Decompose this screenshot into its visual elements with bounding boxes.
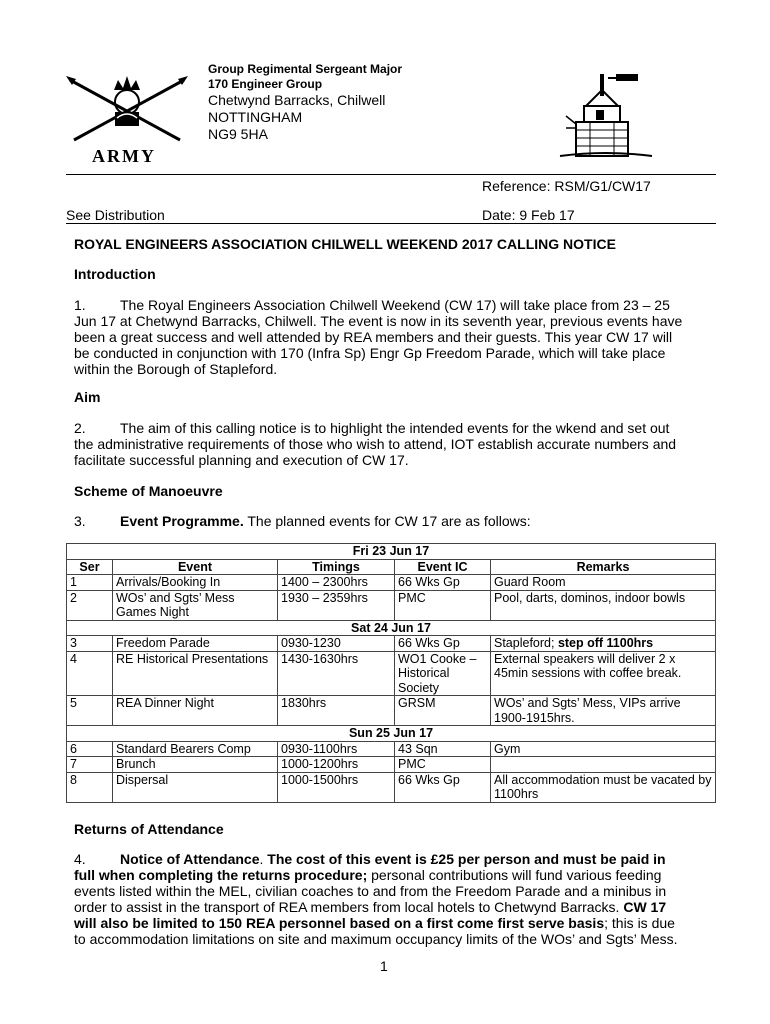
cell-timings: 1000-1500hrs <box>278 772 395 802</box>
letterhead <box>208 62 402 143</box>
section-heading-scheme: Scheme of Manoeuvre <box>74 483 223 499</box>
letterhead-subtitle: 170 Engineer Group <box>208 77 323 91</box>
cell-ser: 4 <box>67 651 113 696</box>
paragraph-4-text-1: personal contributions will fund various feeding events listed within the MEL, civilian coaches to and from the Freedom Parade and a minibus in order to assist in the transport of REA members from local hotels to Chetwynd Barracks. <box>74 867 667 915</box>
cell-event: Dispersal <box>113 772 278 802</box>
section-heading-introduction: Introduction <box>74 266 156 282</box>
cell-event: Standard Bearers Comp <box>113 741 278 757</box>
day-label: Sun 25 Jun 17 <box>67 726 716 742</box>
table-row <box>67 696 716 726</box>
day-row <box>67 620 716 636</box>
cell-event: Brunch <box>113 757 278 773</box>
cell-ser: 8 <box>67 772 113 802</box>
column-header-event: Event <box>113 559 278 575</box>
document-title: ROYAL ENGINEERS ASSOCIATION CHILWELL WEEKEND 2017 CALLING NOTICE <box>74 236 616 252</box>
cell-ser: 6 <box>67 741 113 757</box>
cell-event-ic: PMC <box>395 590 491 620</box>
paragraph-3-text: The planned events for CW 17 are as follows: <box>243 513 531 529</box>
cell-remarks <box>491 757 716 773</box>
day-label: Fri 23 Jun 17 <box>67 544 716 560</box>
cell-timings: 1930 – 2359hrs <box>278 590 395 620</box>
cell-remarks: WOs’ and Sgts’ Mess, VIPs arrive 1900-1915hrs. <box>491 696 716 726</box>
day-row <box>67 726 716 742</box>
table-row <box>67 772 716 802</box>
paragraph-2 <box>74 420 690 468</box>
cell-remarks: Guard Room <box>491 575 716 591</box>
column-header-remarks: Remarks <box>491 559 716 575</box>
cell-timings: 0930-1100hrs <box>278 741 395 757</box>
paragraph-4-number: 4. <box>74 851 86 867</box>
column-header-timings: Timings <box>278 559 395 575</box>
letterhead-title: Group Regimental Sergeant Major <box>208 62 403 76</box>
cell-ser: 3 <box>67 636 113 652</box>
paragraph-4-separator: . <box>259 851 268 867</box>
cell-event-ic: 66 Wks Gp <box>395 772 491 802</box>
cell-event-ic: 66 Wks Gp <box>395 636 491 652</box>
cell-remarks: External speakers will deliver 2 x 45min sessions with coffee break. <box>491 651 716 696</box>
paragraph-3-heading: Event Programme. <box>120 513 244 529</box>
cell-remarks: Gym <box>491 741 716 757</box>
events-table <box>66 543 716 803</box>
paragraph-3 <box>74 513 690 529</box>
column-header-event-ic: Event IC <box>395 559 491 575</box>
cell-event-ic: WO1 Cooke – Historical Society <box>395 651 491 696</box>
date: Date: 9 Feb 17 <box>482 207 575 223</box>
distribution: See Distribution <box>66 207 165 223</box>
army-crest-logo <box>62 66 192 176</box>
section-heading-aim: Aim <box>74 389 101 405</box>
paragraph-4-bold-1: The cost of this event is £25 per person and must be paid in full when completing the returns procedure; <box>74 851 666 883</box>
section-heading-returns: Returns of Attendance <box>74 821 224 837</box>
remarks-plain: Stapleford; <box>494 636 558 650</box>
cell-ser: 1 <box>67 575 113 591</box>
cell-event-ic: PMC <box>395 757 491 773</box>
table-row <box>67 590 716 620</box>
cell-remarks: Pool, darts, dominos, indoor bowls <box>491 590 716 620</box>
cell-timings: 0930-1230 <box>278 636 395 652</box>
paragraph-4-text-2: ; this is due to accommodation limitations on site and maximum occupancy limits of the WOs’ and Sgts’ Mess. <box>74 915 678 947</box>
table-header-row <box>67 559 716 575</box>
paragraph-1 <box>74 297 690 377</box>
cell-ser: 5 <box>67 696 113 726</box>
paragraph-2-number: 2. <box>74 420 86 436</box>
address-line-3: NG9 5HA <box>208 126 268 142</box>
paragraph-1-number: 1. <box>74 297 86 313</box>
cell-event: RE Historical Presentations <box>113 651 278 696</box>
paragraph-1-text: The Royal Engineers Association Chilwell Weekend (CW 17) will take place from 23 – 25 Jun 17 at Chetwynd Barracks, Chilwell. The event is now in its seventh year, previous events have been a great success and well attended by REA members and their guests. This year CW 17 will be conducted in conjunction with 170 (Infra Sp) Engr Gp Freedom Parade, which will take place within the Borough of Stapleford. <box>74 297 683 377</box>
header-rule <box>66 174 716 175</box>
cell-event: Arrivals/Booking In <box>113 575 278 591</box>
cell-event-ic: GRSM <box>395 696 491 726</box>
day-row <box>67 544 716 560</box>
cell-event-ic: 66 Wks Gp <box>395 575 491 591</box>
cell-event: WOs’ and Sgts’ Mess Games Night <box>113 590 278 620</box>
table-row <box>67 636 716 652</box>
army-text: ARMY <box>92 146 156 166</box>
cell-ser: 2 <box>67 590 113 620</box>
table-row <box>67 741 716 757</box>
paragraph-4 <box>74 851 690 947</box>
table-row <box>67 651 716 696</box>
paragraph-3-number: 3. <box>74 513 86 529</box>
remarks-bold: step off 1100hrs <box>557 636 654 650</box>
page-number: 1 <box>380 958 388 974</box>
cell-remarks <box>491 636 716 652</box>
cell-remarks: All accommodation must be vacated by 1100hrs <box>491 772 716 802</box>
reference: Reference: RSM/G1/CW17 <box>482 178 651 194</box>
distribution-rule <box>66 223 716 224</box>
column-header-ser: Ser <box>67 559 113 575</box>
cell-event: Freedom Parade <box>113 636 278 652</box>
cell-timings: 1000-1200hrs <box>278 757 395 773</box>
table-row <box>67 757 716 773</box>
cell-event: REA Dinner Night <box>113 696 278 726</box>
cell-ser: 7 <box>67 757 113 773</box>
paragraph-4-heading: Notice of Attendance <box>120 851 260 867</box>
cell-event-ic: 43 Sqn <box>395 741 491 757</box>
cell-timings: 1830hrs <box>278 696 395 726</box>
day-label: Sat 24 Jun 17 <box>67 620 716 636</box>
address-line-2: NOTTINGHAM <box>208 109 303 125</box>
cell-timings: 1430-1630hrs <box>278 651 395 696</box>
cell-timings: 1400 – 2300hrs <box>278 575 395 591</box>
address-line-1: Chetwynd Barracks, Chilwell <box>208 92 386 108</box>
castle-crest-logo <box>556 68 666 168</box>
paragraph-2-text: The aim of this calling notice is to highlight the intended events for the wkend and set out the administrative requirements of those who wish to attend, IOT establish accurate numbers and facilitate successful planning and execution of CW 17. <box>74 420 677 468</box>
table-row <box>67 575 716 591</box>
paragraph-4-bold-2: CW 17 will also be limited to 150 REA personnel based on a first come first serve basis <box>74 899 667 931</box>
